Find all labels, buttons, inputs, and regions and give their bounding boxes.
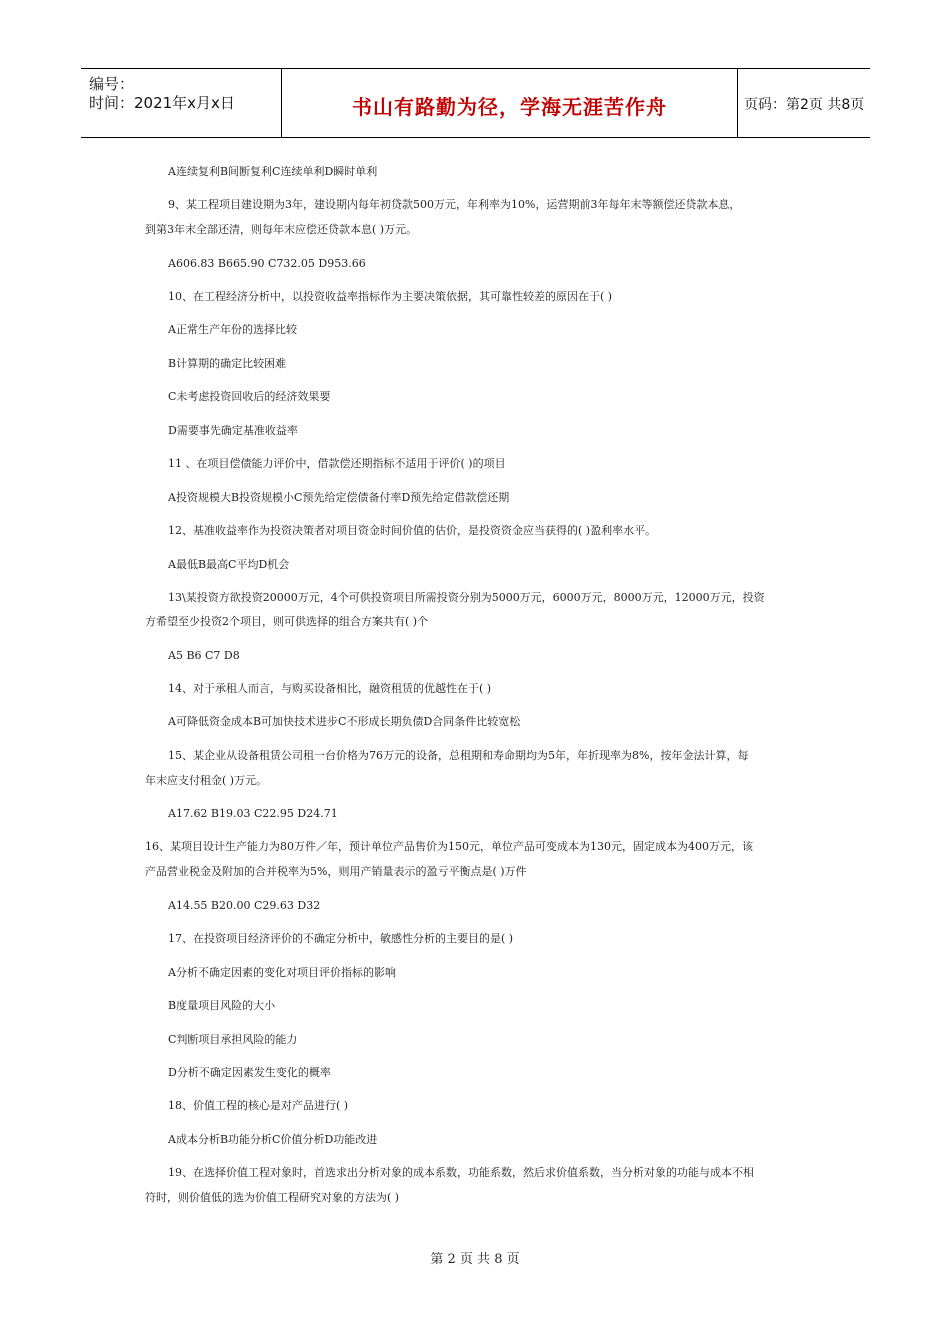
text-line: 到第3年末全部还清，则每年末应偿还贷款本息( )万元。 xyxy=(145,223,418,236)
text-line: 产品营业税金及附加的合并税率为5%，则用产销量表示的盈亏平衡点是( )万件 xyxy=(145,865,527,878)
doc-id-label: 编号： xyxy=(89,75,135,93)
header-page-cell xyxy=(737,69,870,137)
doc-time-label: 时间：2021年x月x日 xyxy=(89,94,235,112)
text-line: 16、某项目设计生产能力为80万件／年，预计单位产品售价为150元，单位产品可变成本为130元，固定成本为400万元，该 xyxy=(145,840,753,853)
text-line: 13\某投资方欲投资20000万元，4个可供投资项目所需投资分别为5000万元，6000万元，8000万元，12000万元，投资 xyxy=(168,591,765,604)
text-line: D需要事先确定基准收益率 xyxy=(168,424,298,437)
text-line: C判断项目承担风险的能力 xyxy=(168,1033,298,1046)
text-line: A5 B6 C7 D8 xyxy=(168,649,240,662)
text-line: 方希望至少投资2个项目，则可供选择的组合方案共有( )个 xyxy=(145,615,429,628)
text-line: A14.55 B20.00 C29.63 D32 xyxy=(168,899,321,912)
text-line: 14、对于承租人而言，与购买设备相比，融资租赁的优越性在于( ) xyxy=(168,682,492,695)
text-line: A投资规模大B投资规模小C预先给定偿债备付率D预先给定借款偿还期 xyxy=(168,491,510,504)
text-line: B度量项目风险的大小 xyxy=(168,999,276,1012)
text-line: A最低B最高C平均D机会 xyxy=(168,558,290,571)
text-line: A分析不确定因素的变化对项目评价指标的影响 xyxy=(168,966,396,979)
text-line: 12、基准收益率作为投资决策者对项目资金时间价值的估价，是投资资金应当获得的( )盈利率水平。 xyxy=(168,524,657,537)
text-line: A17.62 B19.03 C22.95 D24.71 xyxy=(168,807,338,820)
text-line: A正常生产年份的选择比较 xyxy=(168,323,297,336)
text-line: 9、某工程项目建设期为3年，建设期内每年初贷款500万元，年利率为10%，运营期前3年每年末等额偿还贷款本息， xyxy=(168,198,741,211)
text-line: 11 、在项目偿债能力评价中，借款偿还期指标不适用于评价( )的项目 xyxy=(168,457,506,470)
text-line: 10、在工程经济分析中，以投资收益率指标作为主要决策依据，其可靠性较差的原因在于( ) xyxy=(168,290,613,303)
text-line: 15、某企业从设备租赁公司租一台价格为76万元的设备，总租期和寿命期均为5年，年折现率为8%，按年金法计算，每 xyxy=(168,749,749,762)
text-line: A可降低资金成本B可加快技术进步C不形成长期负债D合同条件比较宽松 xyxy=(168,715,521,728)
text-line: 符时，则价值低的选为价值工程研究对象的方法为( ) xyxy=(145,1191,400,1204)
text-line: B计算期的确定比较困难 xyxy=(168,357,287,370)
header-left-cell xyxy=(81,69,281,137)
text-line: D分析不确定因素发生变化的概率 xyxy=(168,1066,331,1079)
text-line: 17、在投资项目经济评价的不确定分析中，敏感性分析的主要目的是( ) xyxy=(168,932,514,945)
text-line: C未考虑投资回收后的经济效果要 xyxy=(168,390,331,403)
header-motto: 书山有路勤为径，学海无涯苦作舟 xyxy=(352,95,667,119)
page-header xyxy=(81,68,870,138)
text-line: A连续复利B间断复利C连续单利D瞬时单利 xyxy=(168,165,378,178)
text-line: A606.83 B665.90 C732.05 D953.66 xyxy=(168,257,366,270)
text-line: 18、价值工程的核心是对产品进行( ) xyxy=(168,1099,349,1112)
page-footer: 第 2 页 共 8 页 xyxy=(430,1252,520,1267)
header-page-code: 页码：第2页 共8页 xyxy=(744,97,865,113)
text-line: 年末应支付租金( )万元。 xyxy=(145,774,268,787)
text-line: 19、在选择价值工程对象时，首选求出分析对象的成本系数，功能系数，然后求价值系数，当分析对象的功能与成本不相 xyxy=(168,1166,754,1179)
text-line: A成本分析B功能分析C价值分析D功能改进 xyxy=(168,1133,378,1146)
header-motto-cell xyxy=(281,69,738,137)
